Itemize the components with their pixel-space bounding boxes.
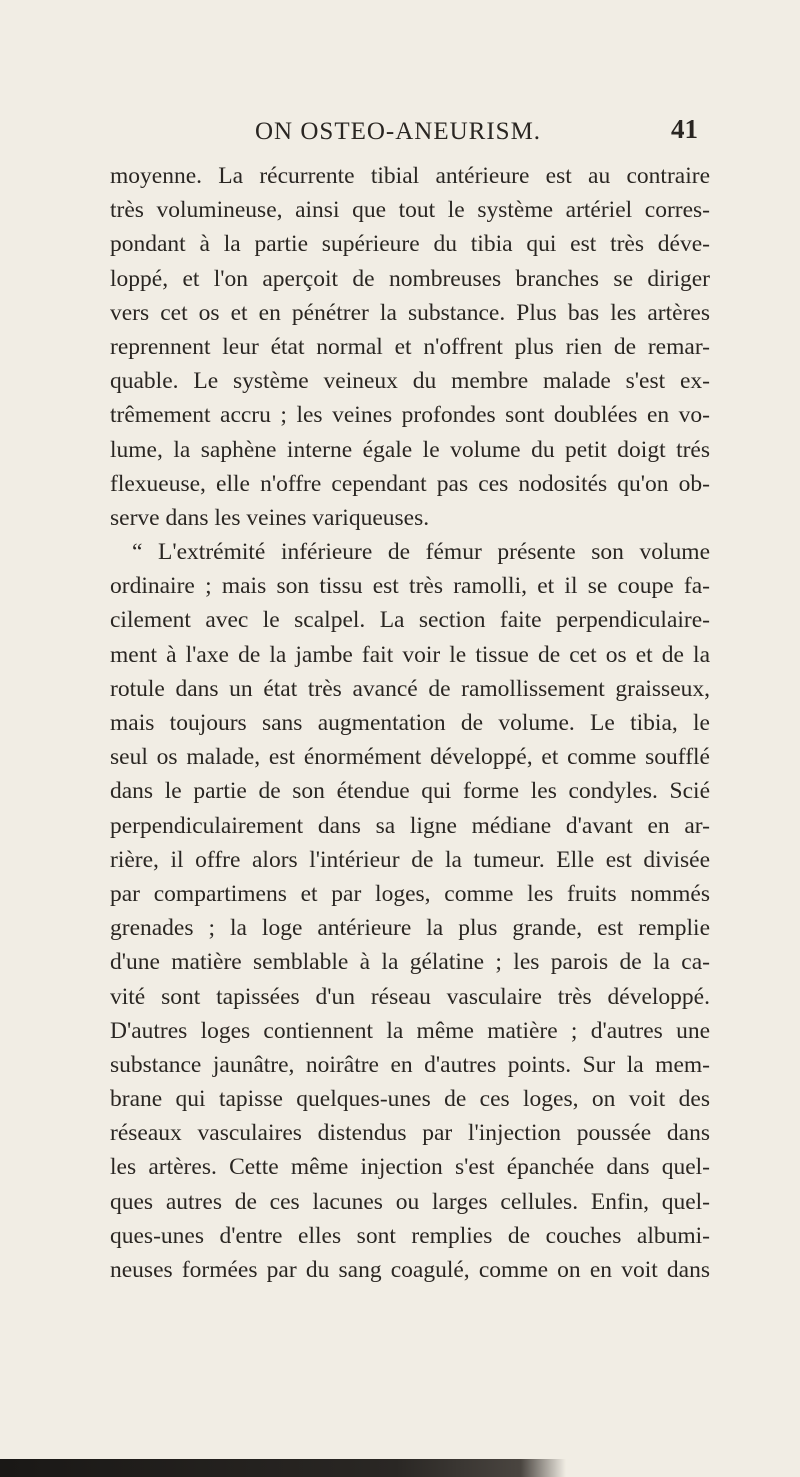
text-line: reprennent leur état normal et n'offrent plus rien de remar-: [110, 333, 710, 360]
text-line: flexueuse, elle n'offre cependant pas ces nodosités qu'on ob-: [110, 470, 710, 497]
text-line: mais toujours sans augmentation de volume. Le tibia, le: [110, 710, 710, 736]
text-line: quable. Le système veineux du membre malade s'est ex-: [110, 368, 710, 395]
text-line: moyenne. La récurrente tibial antérieure est au contraire: [110, 163, 710, 189]
text-line: trêmement accru ; les veines profondes sont doublées en vo-: [110, 402, 710, 429]
text-line: réseaux vasculaires distendus par l'injection poussée dans: [110, 1120, 710, 1147]
text-line: D'autres loges contiennent la même matière ; d'autres une: [110, 1017, 710, 1044]
text-line: neuses formées par du sang coagulé, comme on en voit dans: [110, 1257, 710, 1283]
text-line: serve dans les veines variqueuses.: [110, 504, 430, 531]
text-line: ordinaire ; mais son tissu est très ramolli, et il se coupe fa-: [110, 573, 710, 600]
page-number: 41: [671, 114, 698, 144]
text-line: ques autres de ces lacunes ou larges cellules. Enfin, quel-: [110, 1188, 710, 1215]
text-line: substance jaunâtre, noirâtre en d'autres points. Sur la mem-: [110, 1051, 710, 1078]
text-line: grenades ; la loge antérieure la plus grande, est remplie: [110, 915, 710, 942]
text-line: pondant à la partie supérieure du tibia qui est très déve-: [110, 231, 710, 258]
text-line: dans le partie de son étendue qui forme les condyles. Scié: [110, 778, 710, 805]
running-title: ON OSTEO-ANEURISM.: [255, 118, 542, 145]
text-line: loppé, et l'on aperçoit de nombreuses branches se diriger: [110, 265, 710, 292]
text-line: les artères. Cette même injection s'est épanchée dans quel-: [110, 1154, 710, 1181]
bottom-scan-edge: [0, 1459, 566, 1477]
running-head: [0, 112, 800, 152]
body-text: [110, 159, 710, 1287]
text-line: vité sont tapissées d'un réseau vasculaire très développé.: [110, 983, 710, 1010]
text-line: “ L'extrémité inférieure de fémur présente son volume: [132, 539, 710, 566]
text-line: très volumineuse, ainsi que tout le système artériel corres-: [110, 197, 710, 224]
text-line: ment à l'axe de la jambe fait voir le tissue de cet os et de la: [110, 641, 710, 668]
text-line: brane qui tapisse quelques-unes de ces loges, on voit des: [110, 1086, 710, 1113]
text-line: lume, la saphène interne égale le volume du petit doigt trés: [110, 436, 710, 463]
text-line: vers cet os et en pénétrer la substance. Plus bas les artères: [110, 299, 710, 326]
text-line: d'une matière semblable à la gélatine ; les parois de la ca-: [110, 949, 710, 976]
text-line: ques-unes d'entre elles sont remplies de couches albumi-: [110, 1222, 710, 1249]
text-line: seul os malade, est énormément développé, et comme soufflé: [110, 744, 710, 771]
text-line: perpendiculairement dans sa ligne médiane d'avant en ar-: [110, 812, 710, 839]
text-line: rotule dans un état très avancé de ramollissement graisseux,: [110, 675, 710, 702]
text-line: par compartimens et par loges, comme les fruits nommés: [110, 880, 710, 907]
text-line: rière, il offre alors l'intérieur de la tumeur. Elle est divisée: [110, 846, 710, 873]
text-line: cilement avec le scalpel. La section faite perpendiculaire-: [110, 607, 710, 634]
